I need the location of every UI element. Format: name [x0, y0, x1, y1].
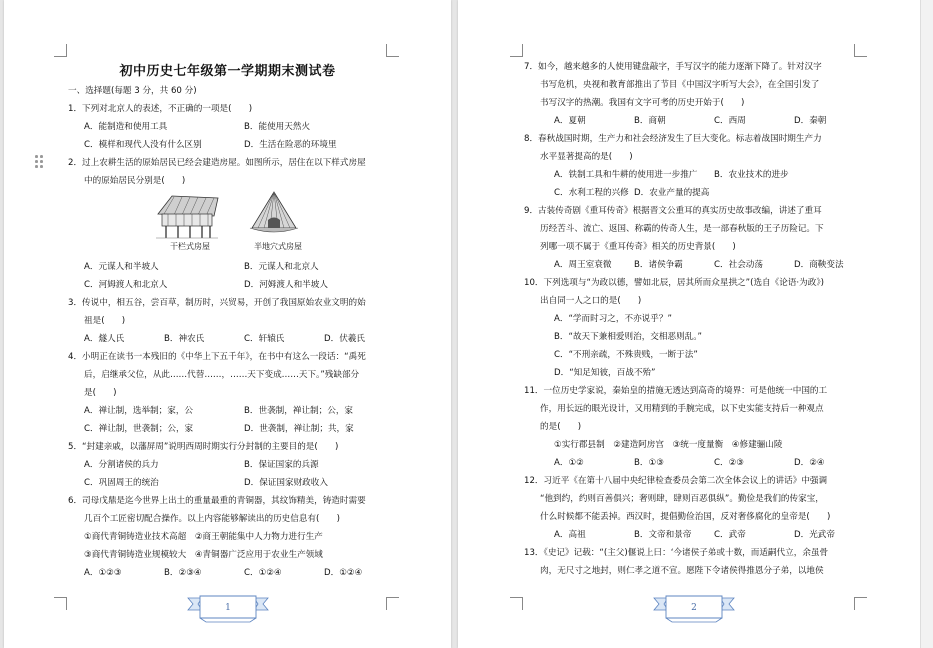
question-11-stem-line3: 的是( ) [540, 422, 582, 432]
q8-option-b: B．农业技术的进步 [714, 170, 789, 180]
question-9-stem-line2: 历经苦斗、流亡、返国、称霸的传奇人生，是一部春秋版的王子历险记。下 [540, 224, 824, 234]
question-10-stem-line1: 10．下列选项与“为政以德，譬如北辰，居其所而众星拱之”(选自《论语·为政》) [524, 278, 824, 288]
q10-option-d: D．“知足知彼，百战不殆” [554, 368, 656, 378]
question-11-statements: ①实行郡县制 ②建造阿房宫 ③统一度量衡 ④修建骊山陵 [554, 440, 783, 450]
q11-option-c: C．②③ [714, 458, 745, 468]
q2-option-d: D．河姆渡人和半坡人 [244, 280, 328, 290]
q2-option-a: A．元谋人和半坡人 [84, 262, 159, 272]
q3-option-c: C．轩辕氏 [244, 334, 285, 344]
q12-option-b: B．文帝和景帝 [634, 530, 692, 540]
question-8-stem-line2: 水平显著提高的是( ) [540, 152, 633, 162]
corner-mark [854, 44, 867, 57]
page-number: 1 [225, 603, 231, 613]
question-6-stem-line2: 几百个工匠密切配合操作。以上内容能够解读出的历史信息有( ) [84, 514, 340, 524]
q9-option-a: A．周王室衰微 [554, 260, 612, 270]
q10-option-a: A．“学而时习之，不亦说乎？” [554, 314, 672, 324]
question-1-stem: 1．下列对北京人的表述，不正确的一项是( ) [68, 104, 253, 114]
q4-option-a: A．禅让制，选举制；家，公 [84, 406, 194, 416]
question-4-stem-line2: 后，启继承父位，从此……代替……，……天下变成……天下。”残缺部分 [84, 370, 360, 380]
semi-subterranean-house-illustration [248, 190, 300, 240]
question-12-stem-line1: 12．习近平《在第十八届中央纪律检查委员会第二次全体会议上的讲话》中强调 [524, 476, 828, 486]
q3-option-d: D．伏羲氏 [324, 334, 365, 344]
drag-handle-icon[interactable] [35, 155, 43, 169]
corner-mark [386, 597, 399, 610]
q4-option-b: B．世袭制，禅让制；公，家 [244, 406, 354, 416]
q3-option-a: A．燧人氏 [84, 334, 125, 344]
exam-title: 初中历史七年级第一学期期末测试卷 [119, 64, 336, 79]
document-page-2 [458, 0, 920, 648]
q6-option-b: B．②③④ [164, 568, 202, 578]
question-5-stem: 5．“封建亲戚，以藩屏周”说明西周时期实行分封制的主要目的是( ) [68, 442, 339, 452]
question-9-stem-line1: 9．古装传奇剧《重耳传奇》根据晋文公重耳的真实历史故事改编，讲述了重耳 [524, 206, 822, 216]
q8-option-c: C．水利工程的兴修 [554, 188, 629, 198]
q11-option-b: B．①③ [634, 458, 664, 468]
q9-option-c: C．社会动荡 [714, 260, 763, 270]
section-heading: 一、选择题(每题 3 分，共 60 分) [68, 86, 197, 96]
question-2-stem-line2: 中的原始居民分别是( ) [84, 176, 186, 186]
question-13-stem-line1: 13．《史记》记载：“(主父)偃说上曰：‘今诸侯子弟或十数，而适嗣代立，余虽骨 [524, 548, 829, 558]
q6-option-c: C．①②④ [244, 568, 282, 578]
q1-option-a: A．能制造和使用工具 [84, 122, 168, 132]
question-7-stem-line2: 书写危机，央视和教育部推出了节目《中国汉字听写大会》，在全国引发了 [540, 80, 820, 90]
document-page-1 [4, 0, 451, 648]
question-3-stem-line2: 祖是( ) [84, 316, 126, 326]
stilt-house-illustration [152, 192, 222, 240]
corner-mark [54, 597, 67, 610]
corner-mark [510, 597, 523, 610]
q11-option-d: D．②④ [794, 458, 825, 468]
q12-option-a: A．高祖 [554, 530, 586, 540]
question-12-stem-line3: 什么时候都不能丢掉。西汉时，提倡勤俭治国，反对奢侈腐化的皇帝是( ) [540, 512, 831, 522]
q5-option-a: A．分割诸侯的兵力 [84, 460, 159, 470]
question-11-stem-line1: 11．一位历史学家说，秦始皇的措施无透达到高奇的境界：可是他统一中国的工 [524, 386, 828, 396]
corner-mark [54, 44, 67, 57]
q8-option-d: D．农业产量的提高 [634, 188, 710, 198]
question-7-stem-line1: 7．如今，越来越多的人使用键盘敲字，手写汉字的能力逐渐下降了。针对汉字 [524, 62, 822, 72]
corner-mark [386, 44, 399, 57]
q4-option-c: C．禅让制，世袭制；公，家 [84, 424, 194, 434]
q7-option-b: B．商朝 [634, 116, 666, 126]
q5-option-b: B．保证国家的兵源 [244, 460, 319, 470]
question-4-stem-line3: 是( ) [84, 388, 117, 398]
q9-option-b: B．诸侯争霸 [634, 260, 683, 270]
question-9-stem-line3: 列哪一项不属于《重耳传奇》相关的历史背景( ) [540, 242, 736, 252]
q1-option-d: D．生活在险恶的环境里 [244, 140, 337, 150]
q7-option-c: C．西周 [714, 116, 746, 126]
question-12-stem-line2: “他到约，约则百善俱兴；奢则肆，肆则百恶俱纵”。勤俭是我们的传家宝， [540, 494, 824, 504]
question-2-stem-line1: 2．过上农耕生活的原始居民已经会建造房屋。如图所示，居住在以下样式房屋 [68, 158, 366, 168]
page-number: 2 [691, 603, 697, 613]
question-6-statements-line1: ①商代青铜铸造业技术高超 ②商王朝能集中人力物力进行生产 [84, 532, 323, 542]
q1-option-b: B．能使用天然火 [244, 122, 311, 132]
q3-option-b: B．神农氏 [164, 334, 205, 344]
question-3-stem-line1: 3．传说中，相五谷，尝百草，制历时，兴贸易，开创了我国原始农业文明的始 [68, 298, 366, 308]
q10-option-b: B．“故天下兼相爱则治，交相恶则乱。” [554, 332, 703, 342]
corner-mark [510, 44, 523, 57]
question-10-stem-line2: 出自同一人之口的是( ) [540, 296, 642, 306]
q4-option-d: D．世袭制，禅让制；共，家 [244, 424, 354, 434]
q5-option-d: D．保证国家财政收入 [244, 478, 328, 488]
q12-option-d: D．光武帝 [794, 530, 835, 540]
q11-option-a: A．①② [554, 458, 584, 468]
q6-option-a: A．①②③ [84, 568, 122, 578]
q10-option-c: C．“不刑亲疏，不殊贵贱，一断于法” [554, 350, 698, 360]
q2-option-c: C．河姆渡人和北京人 [84, 280, 168, 290]
vertical-scrollbar[interactable] [920, 0, 933, 648]
q5-option-c: C．巩固周王的统治 [84, 478, 159, 488]
q8-option-a: A．铁制工具和牛耕的使用进一步推广 [554, 170, 698, 180]
q7-option-a: A．夏朝 [554, 116, 586, 126]
q2-option-b: B．元谋人和北京人 [244, 262, 319, 272]
corner-mark [854, 597, 867, 610]
question-4-stem-line1: 4．小明正在读书一本残旧的《中华上下五千年》，在书中有这么一段话：“禹死 [68, 352, 366, 362]
question-13-stem-line2: 肉，无尺寸之地封，则仁孝之道不宣。愿陛下令诸侯得推恩分子弟，以地侯 [540, 566, 824, 576]
question-6-statements-line2: ③商代青铜铸造业规模较大 ④青铜器广泛应用于农业生产领域 [84, 550, 323, 560]
q9-option-d: D．商鞅变法 [794, 260, 844, 270]
question-8-stem-line1: 8．春秋战国时期，生产力和社会经济发生了巨大变化。标志着战国时期生产力 [524, 134, 822, 144]
question-6-stem-line1: 6．司母戊鼎是迄今世界上出土的重量最重的青铜器，其纹饰精美，铸造时需要 [68, 496, 366, 506]
q1-option-c: C．模样和现代人没有什么区别 [84, 140, 202, 150]
caption-semi-subterranean-house: 半地穴式房屋 [254, 242, 302, 251]
q7-option-d: D．秦朝 [794, 116, 827, 126]
question-11-stem-line2: 作，用长远的眼光设计，又用精到的手腕完成，以下史实能支持后一种观点 [540, 404, 824, 414]
question-7-stem-line3: 书写汉字的热潮。我国有文字可考的历史开始于( ) [540, 98, 745, 108]
q6-option-d: D．①②④ [324, 568, 363, 578]
caption-stilt-house: 干栏式房屋 [170, 242, 210, 251]
q12-option-c: C．武帝 [714, 530, 746, 540]
